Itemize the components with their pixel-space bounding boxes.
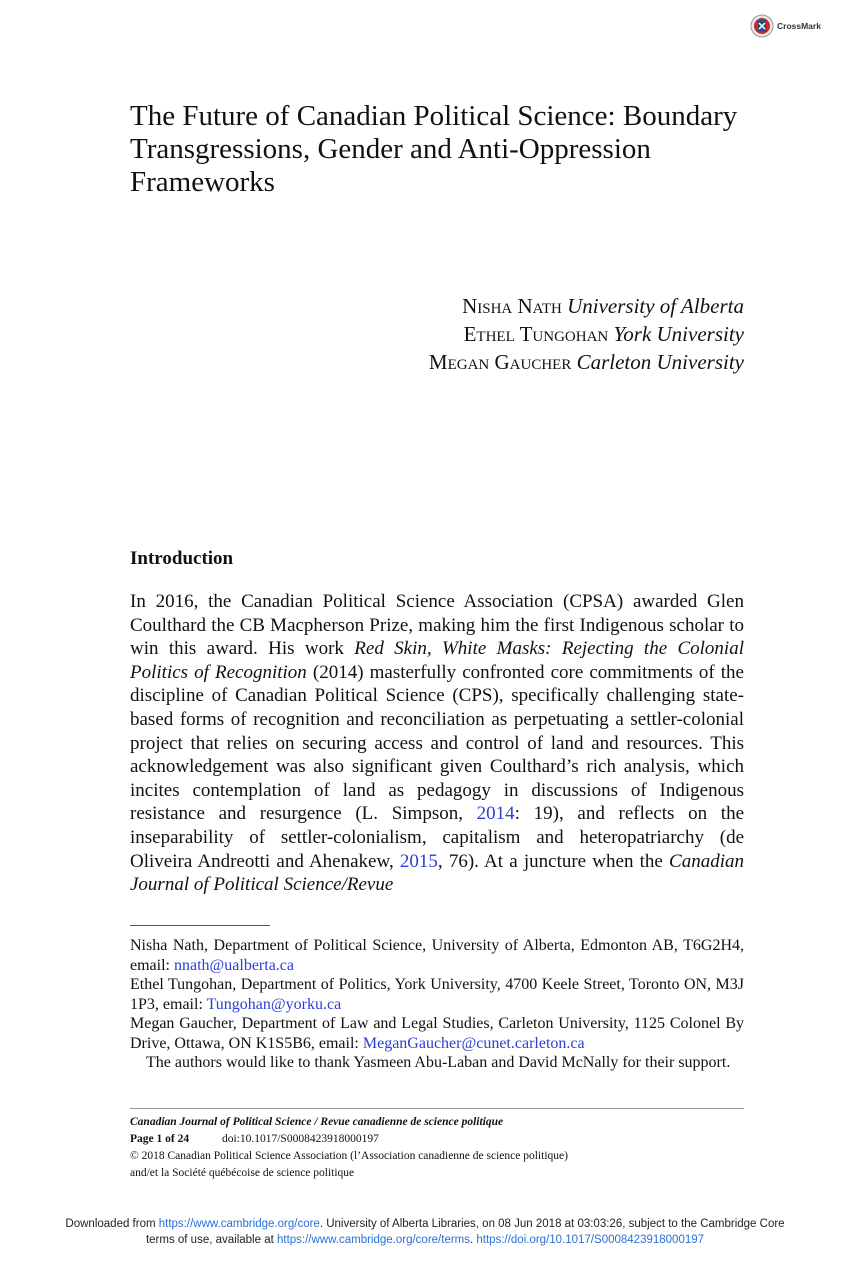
acknowledgement: The authors would like to thank Yasmeen Abu-Laban and David McNally for their support. xyxy=(146,1054,731,1071)
author-entry xyxy=(429,320,744,348)
author-entry xyxy=(429,292,744,320)
crossmark-label: CrossMark xyxy=(777,21,821,31)
author-affiliation: University of Alberta xyxy=(567,294,744,318)
body-paragraph xyxy=(130,590,744,897)
body-text-part: : 19), and reflects on the inseparability of settler-colonialism, capitalism and heteropatriarchy (de Oliveira Andreotti and Ahenakew, xyxy=(130,803,745,872)
footnote-text: Ethel Tungohan, Department of Politics, York University, 4700 Keele Street, Toronto ON, M3J 1P3, email: xyxy=(130,976,744,1013)
citation-link[interactable]: 2015 xyxy=(399,850,438,872)
author-name: Megan Gaucher xyxy=(428,350,572,374)
article-title: The Future of Canadian Political Science: Boundary Transgressions, Gender and Anti-Oppression Frameworks xyxy=(130,100,738,198)
footnote-gaucher xyxy=(130,1014,744,1053)
notice-text: . University of Alberta Libraries, on 08 Jun 2018 at 03:03:26, subject to the Cambridge Core xyxy=(319,1218,785,1230)
download-notice xyxy=(0,1216,850,1248)
body-text-part: (2014) masterfully confronted core commitments of the discipline of Canadian Political Science (CPS), specifically challenging state-based forms of recognition and reconciliation as perpetuating a settler-colonial project that relies on securing access and control of land and resources. This acknowledgement was also significant given Coulthard’s rich analysis, which incites contemplation of land as pedagogy in discussions of Indigenous resistance and resurgence (L. Simpson, xyxy=(130,661,744,825)
author-entry xyxy=(429,348,744,376)
crossmark-icon xyxy=(750,14,774,38)
terms-link[interactable]: https://www.cambridge.org/core/terms xyxy=(276,1234,470,1246)
email-link[interactable]: Tungohan@yorku.ca xyxy=(206,995,342,1013)
footnote-text: Megan Gaucher, Department of Law and Legal Studies, Carleton University, 1125 Colonel By Drive, Ottawa, ON K1S5B6, email: xyxy=(130,1015,744,1052)
section-heading: Introduction xyxy=(130,548,234,569)
crossmark-badge[interactable] xyxy=(750,14,821,38)
journal-title: Canadian Journal of Political Science / Revue canadienne de science politique xyxy=(130,1116,504,1128)
email-link[interactable]: MeganGaucher@cunet.carleton.ca xyxy=(362,1034,585,1052)
notice-text: . xyxy=(470,1234,477,1246)
body-text-part: , 76). At a juncture when the xyxy=(437,850,670,872)
author-list xyxy=(429,292,744,376)
footnote-nath xyxy=(130,936,744,975)
author-affiliation: York University xyxy=(613,322,744,346)
doi-link[interactable]: https://doi.org/10.1017/S0008423918000197 xyxy=(476,1234,705,1246)
notice-text: terms of use, available at xyxy=(145,1234,277,1246)
journal-name-italic: Canadian Journal of Political Science/Revue xyxy=(130,850,744,896)
copyright-line: © 2018 Canadian Political Science Association (l’Association canadienne de science politique) xyxy=(130,1150,568,1162)
footnote-divider xyxy=(130,925,270,926)
citation-link[interactable]: 2014 xyxy=(476,803,515,825)
page-count: Page 1 of 24 xyxy=(130,1133,190,1145)
journal-info xyxy=(130,1114,744,1182)
copyright-line-2: and/et la Société québécoise de science politique xyxy=(130,1167,355,1179)
footnote-tungohan xyxy=(130,975,744,1014)
book-title: Red Skin, White Masks: Rejecting the Colonial Politics of Recognition xyxy=(130,638,744,683)
cambridge-core-link[interactable]: https://www.cambridge.org/core xyxy=(158,1218,320,1230)
journal-divider xyxy=(130,1108,744,1109)
author-affiliation: Carleton University xyxy=(576,350,744,374)
author-name: Nisha Nath xyxy=(462,294,562,318)
footnote-text: Nisha Nath, Department of Political Science, University of Alberta, Edmonton AB, T6G2H4, email: xyxy=(130,937,744,974)
author-footnotes xyxy=(130,936,744,1073)
email-link[interactable]: nnath@ualberta.ca xyxy=(173,956,294,974)
body-text-part: In 2016, the Canadian Political Science Association (CPSA) awarded Glen Coulthard the CB Macpherson Prize, making him the first Indigenous scholar to win this award. His work xyxy=(130,591,744,660)
notice-text: Downloaded from xyxy=(65,1218,159,1230)
author-name: Ethel Tungohan xyxy=(463,322,609,346)
doi-text: doi:10.1017/S0008423918000197 xyxy=(221,1133,379,1145)
